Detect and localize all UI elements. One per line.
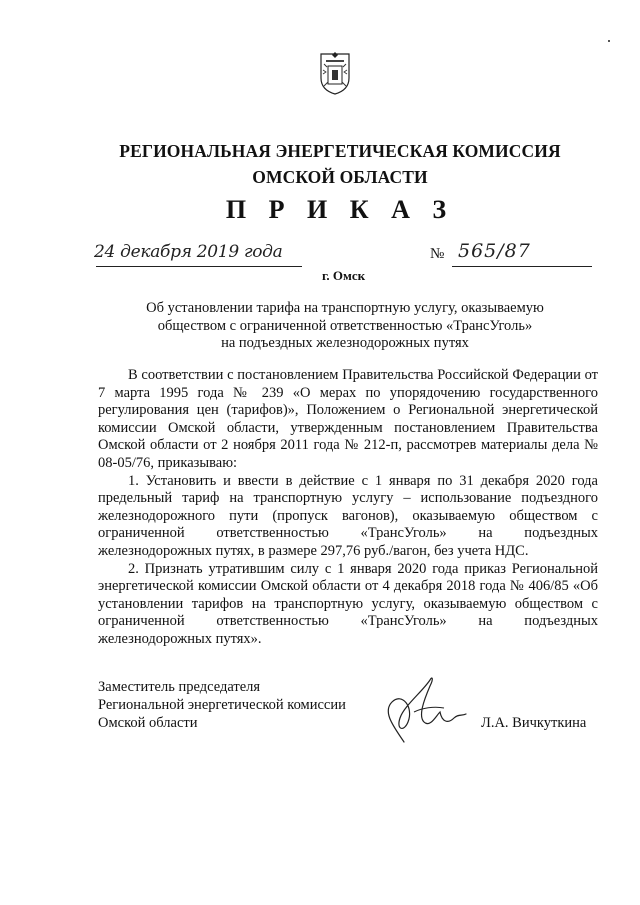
subject-line-2: обществом с ограниченной ответственностью «ТрансУголь» [157, 317, 533, 334]
number-sign: № [430, 246, 445, 262]
organization-name [60, 138, 620, 190]
document-subject [100, 300, 590, 353]
organization-line-1: РЕГИОНАЛЬНАЯ ЭНЕРГЕТИЧЕСКАЯ КОМИССИЯ [119, 141, 561, 161]
subject-line-1: Об установлении тарифа на транспортную услугу, оказываемую [146, 300, 544, 316]
city-label: г. Омск [322, 268, 366, 283]
intro-paragraph: В соответствии с постановлением Правительства Российской Федерации от 7 марта 1995 года № 239 «О мерах по упорядочению государственного регулирования цен (тарифов)», Положением о Региональной энергетической комиссии Омской области, утвержденным постановлением Правительства Омской области от 2 ноября 2011 года № 212-п, рассмотрев материалы дела № 08-05/76, приказываю: [98, 367, 598, 471]
document-title: П Р И К А З [225, 195, 455, 224]
date-underline [96, 266, 302, 267]
organization-line-2: ОМСКОЙ ОБЛАСТИ [252, 167, 428, 187]
signer-name: Л.А. Вичкуткина [481, 715, 587, 731]
order-item-2: 2. Признать утратившим силу с 1 января 2020 года приказ Региональной энергетической комиссии Омской области от 4 декабря 2018 года № 406/85 «Об установлении тарифов на транспортную услугу, оказываемую обществом с ограниченной ответственностью «ТрансУголь» на подъездных железнодорожных путях». [98, 560, 598, 647]
subject-line-3: на подъездных железнодорожных путях [221, 335, 469, 351]
document-body [98, 367, 598, 649]
position-line-2: Региональной энергетической комиссии [98, 696, 346, 713]
number-underline [452, 266, 592, 267]
signatory-position [98, 679, 346, 732]
position-line-1: Заместитель председателя [98, 679, 261, 695]
handwritten-number: 565/87 [458, 240, 531, 262]
order-item-1: 1. Установить и ввести в действие с 1 января по 31 декабря 2020 года предельный тариф на транспортную услугу – использование подъездного железнодорожного пути (пропуск вагонов), оказываемую обществом с ограниченной ответственностью «ТрансУголь» на подъездных железнодорожных путях, в размере 297,76 руб./вагон, без учета НДС. [98, 472, 598, 559]
position-line-3: Омской области [98, 714, 198, 731]
coat-of-arms-icon [318, 50, 352, 96]
handwritten-signature [374, 672, 474, 752]
scan-speck [608, 40, 610, 42]
handwritten-date: 24 декабря 2019 года [94, 242, 283, 262]
